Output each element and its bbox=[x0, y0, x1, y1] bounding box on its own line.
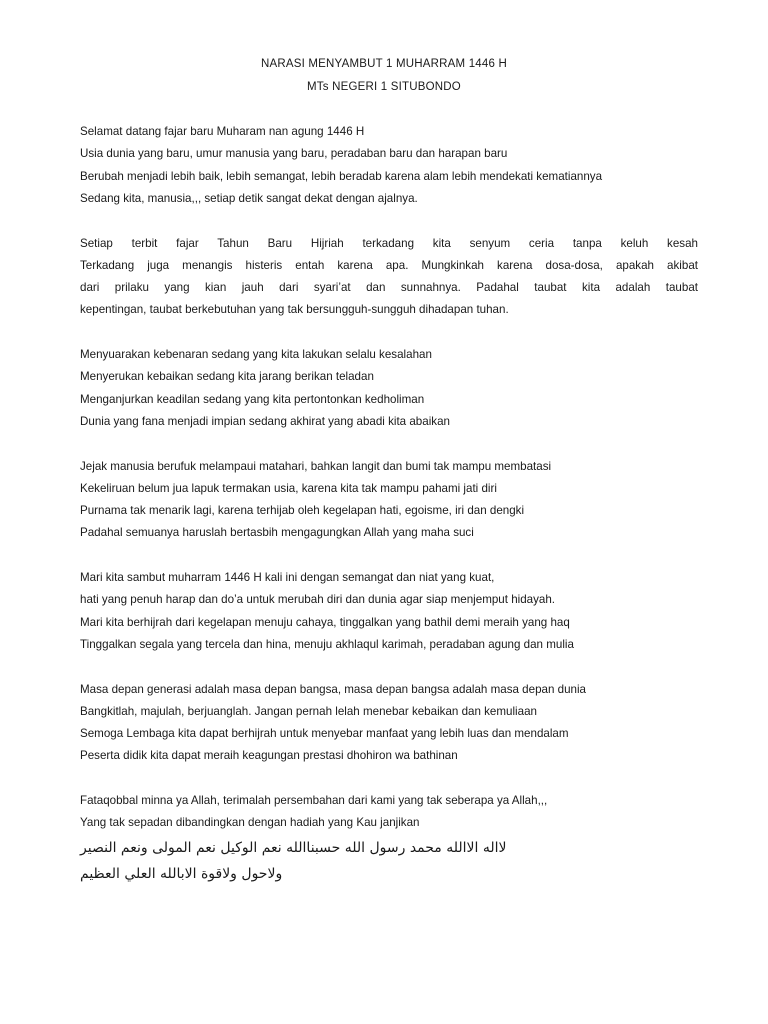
text-line: Sedang kita, manusia,,, setiap detik sangat dekat dengan ajalnya. bbox=[80, 192, 418, 205]
text-line: hati yang penuh harap dan do’a untuk merubah diri dan dunia agar siap menjemput hidayah. bbox=[80, 593, 556, 606]
arabic-line: ولاحول ولاقوة الابالله العلي العظيم bbox=[80, 866, 283, 882]
text-line: Fataqobbal minna ya Allah, terimalah persembahan dari kami yang tak seberapa ya Allah,,, bbox=[80, 794, 548, 807]
text-line: Yang tak sepadan dibandingkan dengan hadiah yang Kau janjikan bbox=[80, 816, 420, 829]
text-line: Tinggalkan segala yang tercela dan hina, menuju akhlaqul karimah, peradaban agung dan mulia bbox=[80, 638, 574, 651]
text-line: Selamat datang fajar baru Muharam nan agung 1446 H bbox=[80, 125, 365, 138]
text-line: Jejak manusia berufuk melampaui matahari, bahkan langit dan bumi tak mampu membatasi bbox=[80, 460, 552, 473]
text-line: Mari kita sambut muharram 1446 H kali ini dengan semangat dan niat yang kuat, bbox=[80, 571, 495, 584]
text-line: Berubah menjadi lebih baik, lebih semangat, lebih beradab karena alam lebih mendekati kematiannya bbox=[80, 170, 603, 183]
text-line: Mari kita berhijrah dari kegelapan menuju cahaya, tinggalkan yang bathil demi meraih yang haq bbox=[80, 616, 570, 629]
text-line: Semoga Lembaga kita dapat berhijrah untuk menyebar manfaat yang lebih luas dan mendalam bbox=[80, 727, 569, 740]
text-line: Purnama tak menarik lagi, karena terhijab oleh kegelapan hati, egoisme, iri dan dengki bbox=[80, 504, 525, 517]
text-line: dari prilaku yang kian jauh dari syari’at dan sunnahnya. Padahal taubat kita adalah taubat bbox=[80, 281, 698, 294]
text-line: Padahal semuanya haruslah bertasbih mengagungkan Allah yang maha suci bbox=[80, 526, 474, 539]
arabic-line: لااله الاالله محمد رسول الله حسبناالله نعم الوكيل نعم المولى ونعم النصير bbox=[80, 840, 507, 856]
text-line: Menyuarakan kebenaran sedang yang kita lakukan selalu kesalahan bbox=[80, 348, 432, 361]
text-line: Setiap terbit fajar Tahun Baru Hijriah terkadang kita senyum ceria tanpa keluh kesah bbox=[80, 237, 698, 250]
text-line: Usia dunia yang baru, umur manusia yang baru, peradaban baru dan harapan baru bbox=[80, 147, 508, 160]
document-title: NARASI MENYAMBUT 1 MUHARRAM 1446 H bbox=[260, 58, 507, 70]
text-line: Dunia yang fana menjadi impian sedang akhirat yang abadi kita abaikan bbox=[80, 415, 450, 428]
text-line: Bangkitlah, majulah, berjuanglah. Jangan pernah lelah menebar kebaikan dan kemuliaan bbox=[80, 705, 537, 718]
document-subtitle: MTs NEGERI 1 SITUBONDO bbox=[307, 81, 461, 93]
text-line: Terkadang juga menangis histeris entah karena apa. Mungkinkah karena dosa-dosa, apakah akibat bbox=[80, 259, 698, 272]
text-line: Menganjurkan keadilan sedang yang kita pertontonkan kedholiman bbox=[80, 393, 425, 406]
text-line: kepentingan, taubat berkebutuhan yang tak bersungguh-sungguh dihadapan tuhan. bbox=[80, 303, 509, 316]
text-line: Peserta didik kita dapat meraih keagungan prestasi dhohiron wa bathinan bbox=[80, 749, 458, 762]
text-line: Menyerukan kebaikan sedang kita jarang berikan teladan bbox=[80, 370, 374, 383]
text-line: Masa depan generasi adalah masa depan bangsa, masa depan bangsa adalah masa depan dunia bbox=[80, 683, 586, 696]
text-line: Kekeliruan belum jua lapuk termakan usia, karena kita tak mampu pahami jati diri bbox=[80, 482, 497, 495]
